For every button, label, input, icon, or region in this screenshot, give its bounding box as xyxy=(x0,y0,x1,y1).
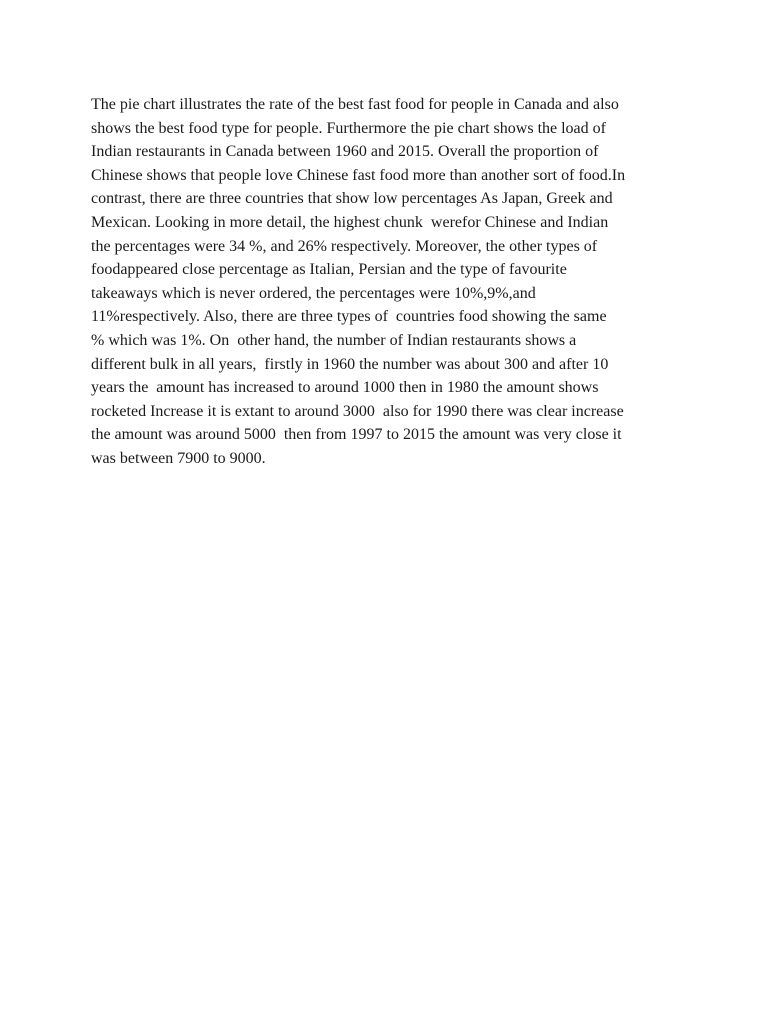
paragraph-line-7: the percentages were 34 %, and 26% respectively. Moreover, the other types of xyxy=(91,237,598,255)
paragraph-line-11: % which was 1%. On other hand, the number of Indian restaurants shows a xyxy=(91,331,577,349)
paragraph-line-12: different bulk in all years, firstly in 1960 the number was about 300 and after 10 xyxy=(91,355,609,373)
paragraph-line-8: foodappeared close percentage as Italian, Persian and the type of favourite xyxy=(91,261,567,279)
paragraph-line-15: the amount was around 5000 then from 1997 to 2015 the amount was very close it xyxy=(91,426,622,444)
paragraph-line-5: contrast, there are three countries that show low percentages As Japan, Greek and xyxy=(91,190,613,208)
paragraph-line-3: Indian restaurants in Canada between 1960 and 2015. Overall the proportion of xyxy=(91,143,599,161)
paragraph-line-14: rocketed Increase it is extant to around 3000 also for 1990 there was clear increase xyxy=(91,402,624,420)
paragraph-line-2: shows the best food type for people. Furthermore the pie chart shows the load of xyxy=(91,119,606,137)
paragraph-line-10: 11%respectively. Also, there are three types of countries food showing the same xyxy=(91,308,607,326)
essay-paragraph xyxy=(91,93,691,471)
paragraph-line-9: takeaways which is never ordered, the percentages were 10%,9%,and xyxy=(91,284,536,302)
paragraph-line-6: Mexican. Looking in more detail, the highest chunk werefor Chinese and Indian xyxy=(91,213,609,231)
paragraph-line-1: The pie chart illustrates the rate of the best fast food for people in Canada and also xyxy=(91,96,619,113)
paragraph-line-13: years the amount has increased to around 1000 then in 1980 the amount shows xyxy=(91,379,599,397)
paragraph-line-16: was between 7900 to 9000. xyxy=(91,449,266,467)
paragraph-line-4: Chinese shows that people love Chinese fast food more than another sort of food.In xyxy=(91,166,626,184)
